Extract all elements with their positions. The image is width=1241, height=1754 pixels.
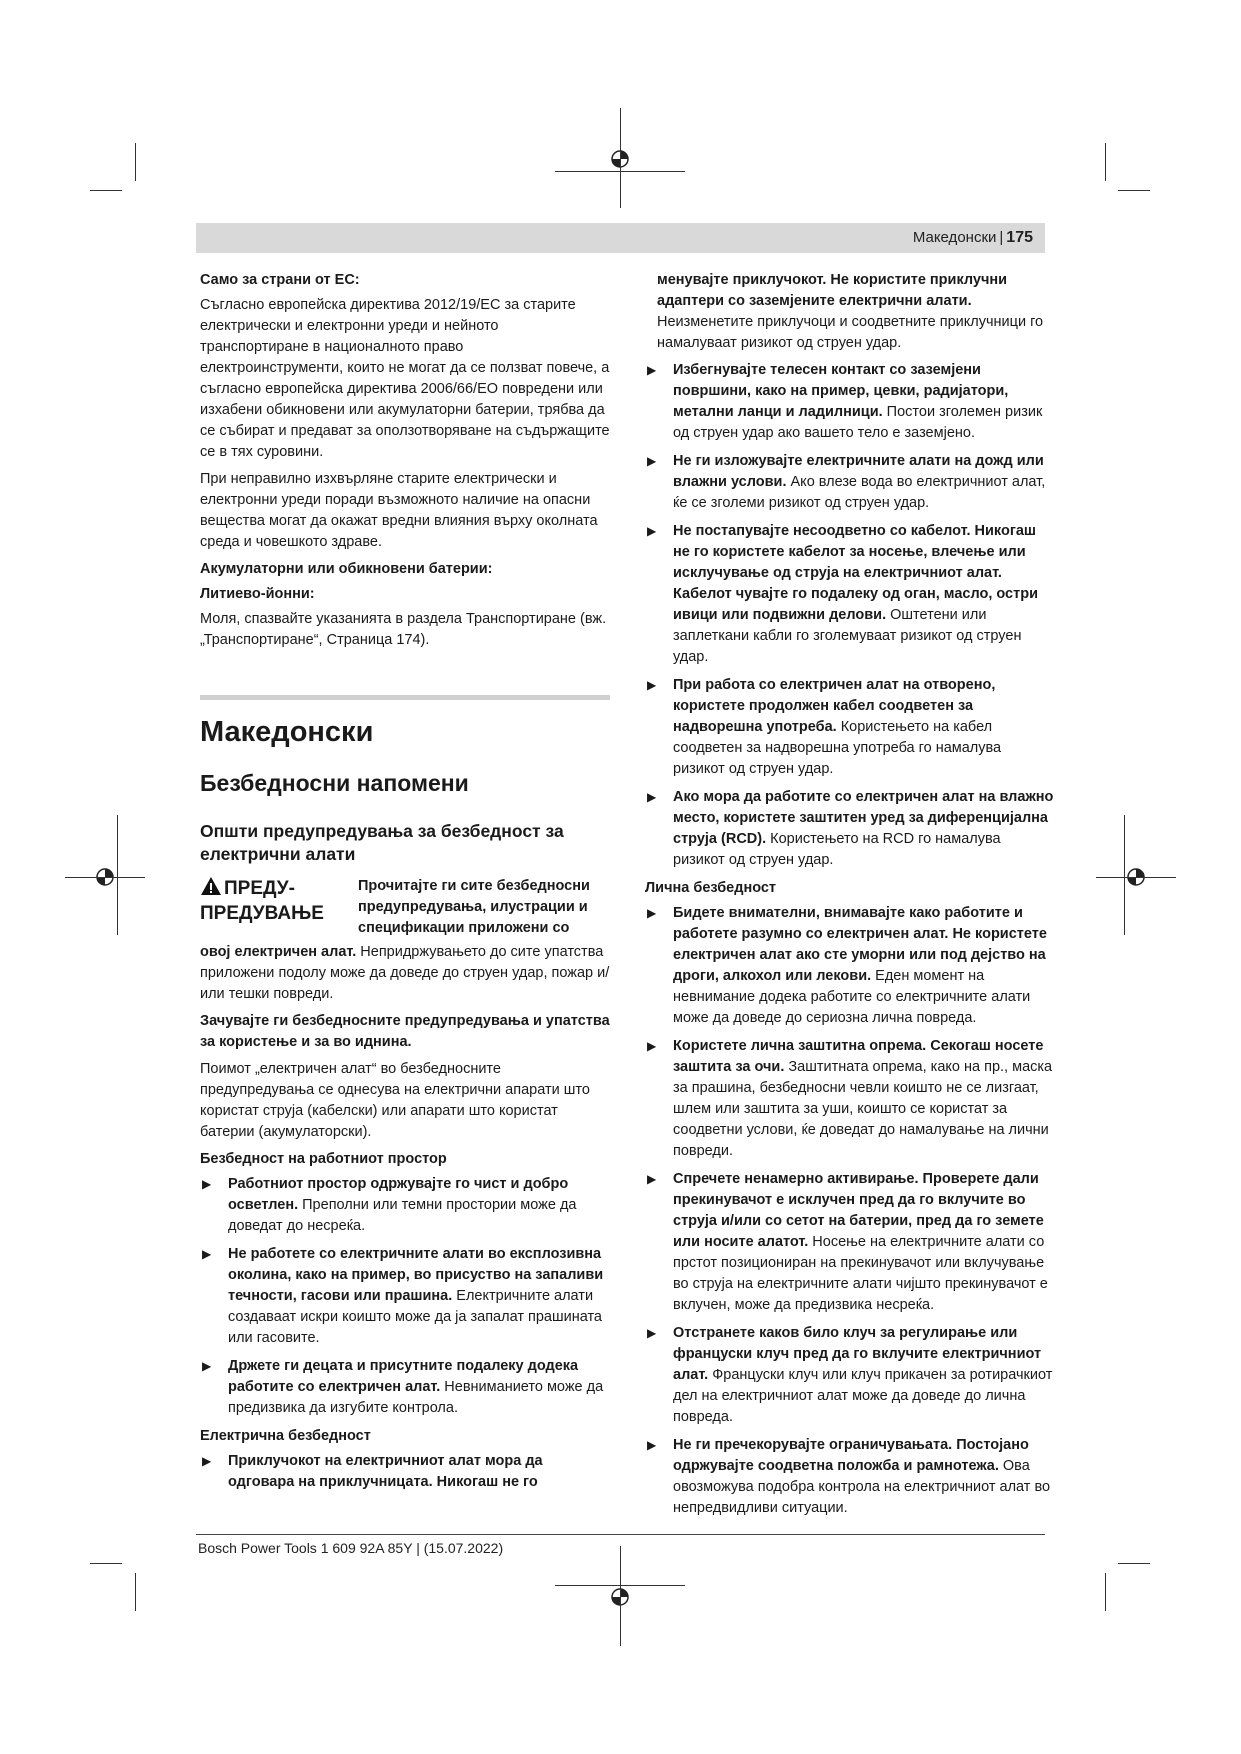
registration-line bbox=[620, 108, 621, 208]
general-warnings-heading: Општи предупредувања за безбедност за електрични алати bbox=[200, 821, 564, 864]
safety-heading: Безбедносни напомени bbox=[200, 770, 469, 796]
list-item: ▶ Држете ги децата и присутните подалеку додека работите со електричен алат. Невниманието може да предизвика да изгубите контрола. bbox=[202, 1358, 604, 1416]
header-separator: | bbox=[999, 229, 1004, 246]
term-definition: Поимот „електричен алат“ во безбедносните предупредувања се однесува на електрични апарати што користат струја (кабелски) или апарати што користат батерии (акумулаторски). bbox=[200, 1061, 590, 1140]
registration-line bbox=[555, 1585, 685, 1586]
section-divider bbox=[200, 695, 610, 700]
header-section: Македонски bbox=[912, 229, 997, 246]
list-item: ▶ Ако мора да работите со електричен алат на влажно место, користете заштитен уред за диференцијална струја (RCD). Користењето на RCD го намалува ризикот од струен удар. bbox=[647, 789, 1054, 868]
crop-mark bbox=[90, 1563, 122, 1564]
header-label bbox=[913, 229, 1033, 247]
list-item: ▶ При работа со електричен алат на отворено, користете продолжен кабел соодветен за надворешна употреба. Користењето на кабел соодветен за надворешна употреба го намалува ризикот од струен удар. bbox=[647, 677, 1002, 777]
bullet-arrow-icon: ▶ bbox=[647, 524, 657, 538]
crop-mark bbox=[90, 190, 122, 191]
list-item: ▶ Користете лична заштитна опрема. Секогаш носете заштита за очи. Заштитната опрема, како на пр., маска за прашина, безбедносни чевли коишто не се лизгаат, шлем или заштита за уши, коишто се користат за соодветни услови, ќе доведат до намалување на лични повреди. bbox=[647, 1038, 1053, 1159]
crop-mark bbox=[1118, 190, 1150, 191]
footer-divider bbox=[196, 1534, 1045, 1535]
language-heading: Македонски bbox=[200, 716, 374, 748]
electrical-safety-title: Електрична безбедност bbox=[200, 1428, 371, 1444]
registration-line bbox=[65, 877, 145, 878]
bullet-arrow-icon: ▶ bbox=[647, 1326, 657, 1340]
warning-block bbox=[200, 876, 610, 942]
registration-line bbox=[117, 815, 118, 935]
crop-mark bbox=[1118, 1563, 1150, 1564]
li-ion-text: Моля, спазвайте указанията в раздела Транспортиране (вж. „Транспортиране“, Страница 174). bbox=[200, 611, 607, 648]
bullet-arrow-icon: ▶ bbox=[647, 1039, 657, 1053]
list-item: ▶ Не ги пречекорувајте ограничувањата. Постојано одржувајте соодветна положба и рамнотежа. Ова овозможува подобра контрола на електричниот алат во непредвидливи ситуации. bbox=[647, 1437, 1051, 1516]
crop-mark bbox=[1105, 143, 1106, 181]
crop-mark bbox=[135, 1573, 136, 1611]
li-ion-title: Литиево-йонни: bbox=[200, 586, 315, 602]
list-item: ▶ Избегнувајте телесен контакт со заземјени површини, како на пример, цевки, радијатори, метални ланци и ладилници. Постои зголемен ризик од струен удар ако вашето тело е заземјено. bbox=[647, 362, 1043, 441]
bullet-arrow-icon: ▶ bbox=[202, 1177, 212, 1191]
bullet-arrow-icon: ▶ bbox=[647, 906, 657, 920]
right-column bbox=[645, 270, 1055, 1526]
bullet-arrow-icon: ▶ bbox=[647, 1172, 657, 1186]
keep-instructions: Зачувајте ги безбедносните предупредувања и упатства за користење и за во иднина. bbox=[200, 1013, 610, 1050]
eu-title: Само за страни от ЕС: bbox=[200, 272, 360, 288]
bullet-arrow-icon: ▶ bbox=[647, 678, 657, 692]
bullet-arrow-icon: ▶ bbox=[647, 790, 657, 804]
list-item: ▶ Бидете внимателни, внимавајте како работите и работете разумно со електричен алат. Не користете електричен алат ако сте уморни или под дејство на дроги, алкохол или лекови. Еден момент на невнимание додека работите со електричните алати може да доведе до сериозна лична повреда. bbox=[647, 905, 1047, 1026]
registration-line bbox=[1124, 815, 1125, 935]
bullet-arrow-icon: ▶ bbox=[647, 454, 657, 468]
crop-mark bbox=[1105, 1573, 1106, 1611]
eu-paragraph-2: При неправилно изхвърляне старите електрически и електронни уреди поради възможното наличие на опасни вещества могат да окажат вредни влияния върху околната среда и човешкото здраве. bbox=[200, 471, 598, 550]
list-item: ▶ Не ги изложувајте електричните алати на дожд или влажни услови. Ако влезе вода во електричниот алат, ќе се зголеми ризикот од струен удар. bbox=[647, 453, 1046, 511]
list-item: ▶ Спречете ненамерно активирање. Проверете дали прекинувачот е исклучен пред да го вклучите во струја и/или со сетот на батерии, пред да го земете или носите алатот. Носење на електричните алати со прстот позициониран на прекинувачот или вклучување во струја на електричните алати чијшто прекинувачот е вклучен, може да предизвика несреќа. bbox=[647, 1171, 1048, 1313]
page-number: 175 bbox=[1006, 229, 1033, 246]
eu-paragraph-1: Съгласно европейска директива 2012/19/ЕС за старите електрически и електронни уреди и нейното транспортиране в националното право електроинструменти, които не могат да се ползват повече, а съгласно европейска директива 2006/66/ЕО повредени или изхабени обикновени или акумулаторни батерии, трябва да се събират и предават за оползотворяване на съдържащите се в тях суровини. bbox=[200, 297, 610, 460]
bullet-arrow-icon: ▶ bbox=[202, 1247, 212, 1261]
warning-title-line-1: ПРЕДУ- bbox=[224, 878, 295, 899]
warning-cont-bold: овој електричен алат. bbox=[200, 944, 357, 960]
warning-title-line-2: ПРЕДУВАЊЕ bbox=[200, 903, 324, 924]
registration-line bbox=[555, 171, 685, 172]
list-item: ▶ Работниот простор одржувајте го чист и добро осветлен. Преполни или темни простории може да доведат до несреќа. bbox=[202, 1176, 577, 1234]
bullet-arrow-icon: ▶ bbox=[202, 1359, 212, 1373]
batteries-title: Акумулаторни или обикновени батерии: bbox=[200, 561, 493, 577]
bullet-arrow-icon: ▶ bbox=[647, 1438, 657, 1452]
warning-continuation bbox=[200, 942, 610, 1005]
registration-line bbox=[620, 1546, 621, 1646]
personal-safety-title: Лична безбедност bbox=[645, 880, 777, 896]
warning-title bbox=[200, 876, 345, 926]
page-footer: Bosch Power Tools 1 609 92A 85Y | (15.07.2022) bbox=[198, 1540, 504, 1556]
warning-lead: Прочитајте ги сите безбедносни предупредувања, илустрации и спецификации приложени со bbox=[358, 878, 590, 936]
continued-item: менувајте приклучокот. Не користите приклучни адаптери со заземјените електрични алати. Неизменетите приклучоци и соодветните приклучници го намалуваат ризикот од струен удар. bbox=[657, 272, 1044, 351]
registration-line bbox=[1096, 877, 1176, 878]
left-column bbox=[200, 270, 610, 1500]
list-item: ▶ Не постапувајте несоодветно со кабелот. Никогаш не го користете кабелот за носење, влечење или исклучување од струја на електричниот алат. Кабелот чувајте го подалеку од оган, масло, остри ивици или подвижни делови. Оштетени или заплеткани кабли го зголемуваат ризикот од струен удар. bbox=[647, 523, 1038, 665]
bullet-arrow-icon: ▶ bbox=[647, 363, 657, 377]
crop-mark bbox=[135, 143, 136, 181]
list-item: ▶ Отстранете каков било клуч за регулирање или француски клуч пред да го вклучите електричниот алат. Француски клуч или клуч прикачен за ротирачкиот дел на електричниот алат може да доведе до лична повреда. bbox=[647, 1325, 1053, 1425]
warning-triangle-icon bbox=[200, 876, 222, 896]
bullet-arrow-icon: ▶ bbox=[202, 1454, 212, 1468]
list-item: ▶ Приклучокот на електричниот алат мора да одговара на приклучницата. Никогаш не го bbox=[202, 1453, 543, 1490]
warning-cont-text: Непридржувањето до сите упатства приложени подолу може да доведе до струен удар, пожар и/или тешки повреди. bbox=[200, 944, 610, 1002]
work-area-title: Безбедност на работниот простор bbox=[200, 1151, 447, 1167]
list-item: ▶ Не работете со електричните алати во експлозивна околина, како на пример, во присуство на запаливи течности, гасови или прашина. Електричните алати создаваат искри коишто може да ја запалат прашината или гасовите. bbox=[202, 1246, 604, 1346]
page-header bbox=[196, 223, 1045, 253]
